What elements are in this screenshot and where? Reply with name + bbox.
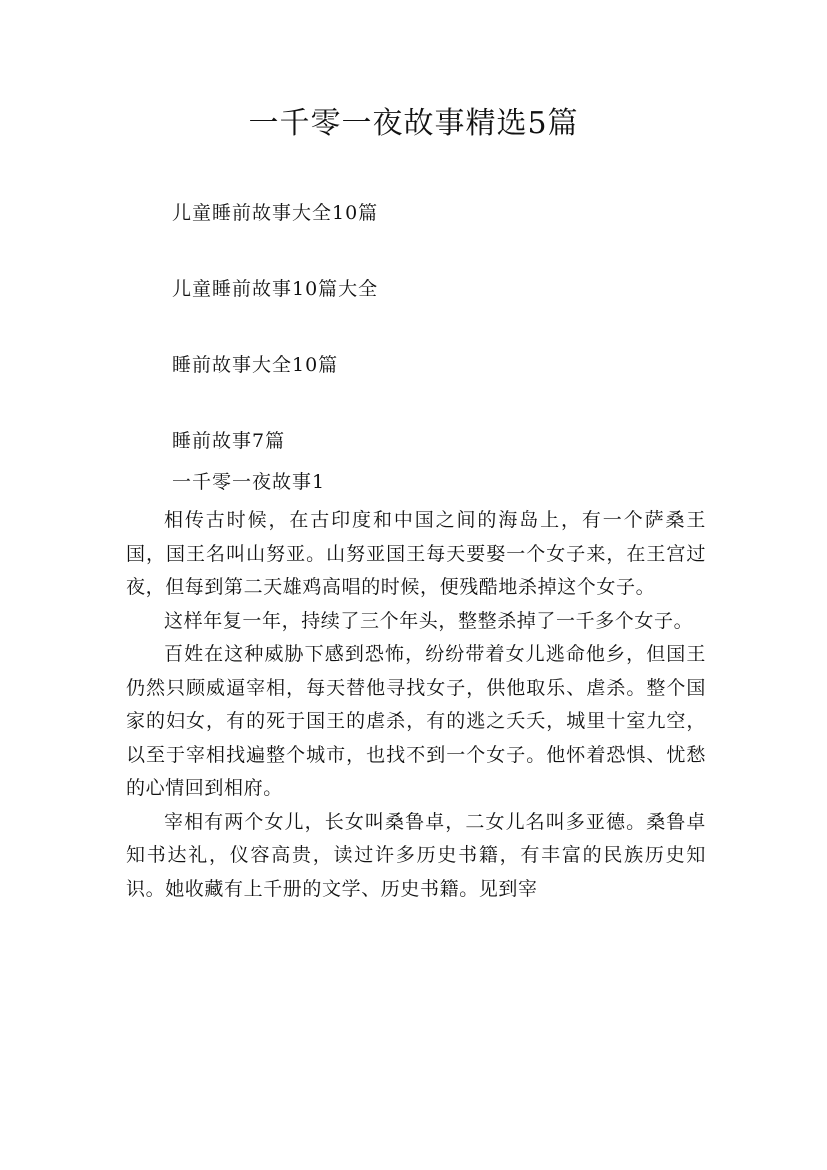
body-text (126, 504, 706, 906)
toc-item: 儿童睡前故事10篇大全 (172, 278, 379, 300)
document-title: 一千零一夜故事精选5篇 (248, 106, 579, 141)
paragraph: 相传古时候，在古印度和中国之间的海岛上，有一个萨桑王国，国王名叫山努亚。山努亚国王每天要娶一个女子来，在王宫过夜，但每到第二天雄鸡高唱的时候，便残酷地杀掉这个女子。 (126, 509, 706, 598)
paragraph: 这样年复一年，持续了三个年头，整整杀掉了一千多个女子。 (164, 609, 694, 632)
paragraph: 宰相有两个女儿，长女叫桑鲁卓，二女儿名叫多亚德。桑鲁卓知书达礼，仪容高贵，读过许多历史书籍，有丰富的民族历史知识。她收藏有上千册的文学、历史书籍。见到宰 (126, 810, 706, 900)
toc-item: 儿童睡前故事大全10篇 (172, 202, 379, 224)
toc-item: 睡前故事7篇 (172, 430, 286, 452)
paragraph: 百姓在这种威胁下感到恐怖，纷纷带着女儿逃命他乡，但国王仍然只顾威逼宰相，每天替他寻找女子，供他取乐、虐杀。整个国家的妇女，有的死于国王的虐杀，有的逃之夭夭，城里十室九空，以至于宰相找遍整个城市，也找不到一个女子。他怀着恐惧、忧愁的心情回到相府。 (126, 643, 706, 799)
chapter-heading: 一千零一夜故事1 (172, 471, 326, 493)
toc-item: 睡前故事大全10篇 (172, 354, 339, 376)
